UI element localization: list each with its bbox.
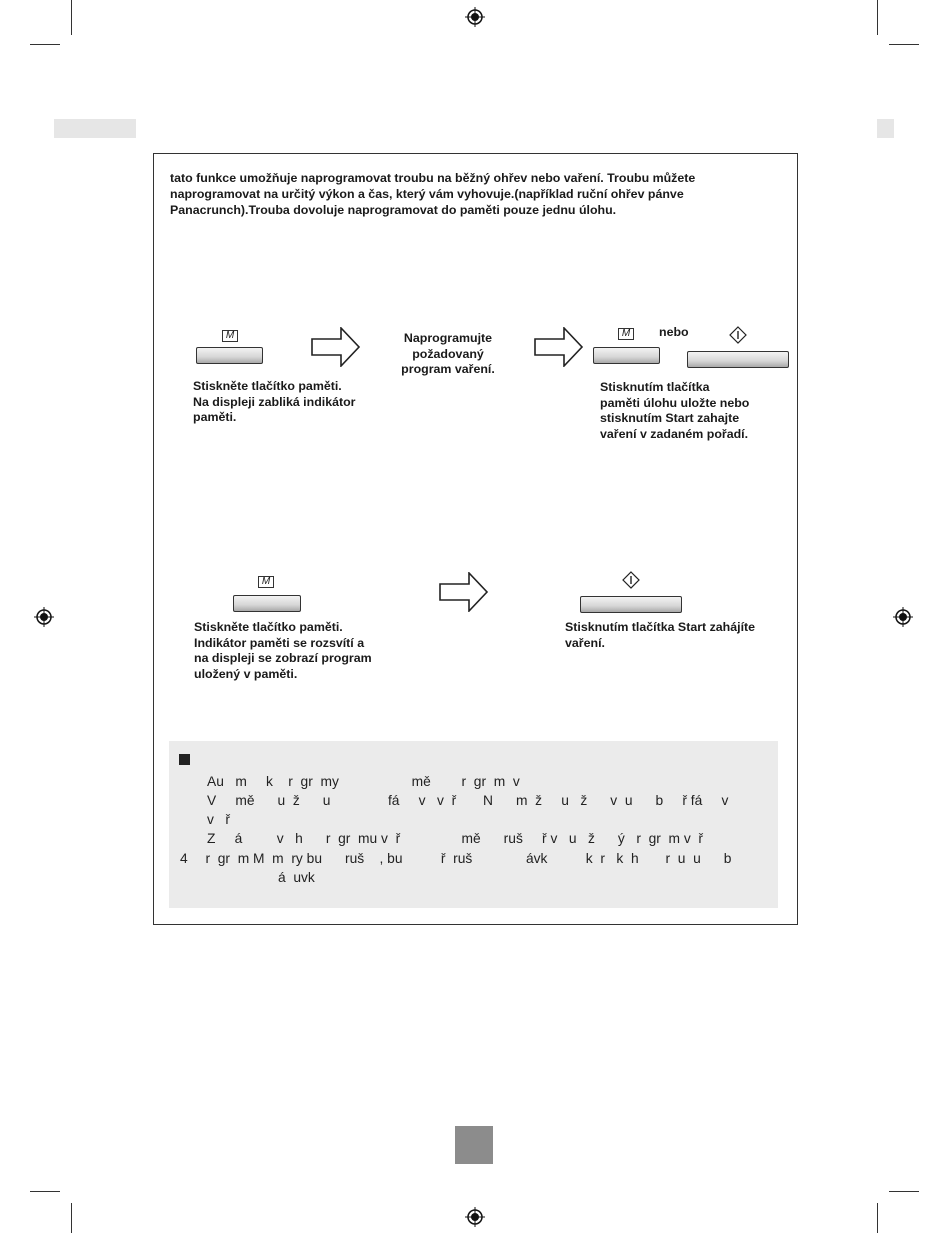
note-bullet-icon [179, 754, 190, 765]
crop-mark [877, 1203, 878, 1233]
crop-mark [889, 1191, 919, 1192]
start-button[interactable] [687, 351, 789, 368]
memory-button[interactable] [196, 347, 263, 364]
use-step2-caption: Stisknutím tlačítka Start zahájíte vaření. [565, 620, 756, 650]
registration-mark-icon [893, 607, 913, 627]
crop-mark [877, 0, 878, 35]
memory-key-icon: M [258, 576, 274, 588]
crop-mark [71, 1203, 72, 1233]
memory-button[interactable] [593, 347, 660, 364]
registration-mark-icon [465, 1207, 485, 1227]
note-line: v ř [207, 812, 230, 827]
setup-step1-caption: Stiskněte tlačítko paměti. Na displeji zabliká indikátor paměti. [193, 379, 356, 424]
start-icon [622, 571, 640, 589]
memory-key-icon: M [618, 328, 634, 340]
page-number-box [455, 1126, 493, 1164]
start-icon [729, 326, 747, 344]
note-number: 4 [180, 851, 188, 866]
registration-mark-icon [34, 607, 54, 627]
note-box [169, 741, 778, 908]
intro-text: tato funkce umožňuje naprogramovat troubu na běžný ohřev nebo vaření. Troubu můžete naprogramovat na určitý výkon a čas, který vám vyhovuje.(například ruční ohřev pánve Panacrunch).Trouba dovoluje naprogramovat do paměti pouze jednu úlohu. [170, 171, 696, 217]
note-line: Au m k r gr my mě r gr m v [207, 774, 520, 789]
note-line: r gr m M m ry bu ruš , bu ř ruš ávk k r k h r u u b [194, 851, 732, 866]
setup-step3-caption: Stisknutím tlačítka paměti úlohu uložte nebo stisknutím Start zahajte vaření v zadaném pořadí. [600, 380, 750, 441]
registration-mark-icon [465, 7, 485, 27]
note-line: V mě u ž u fá v v ř N m ž u ž v u b ř fá v [207, 793, 729, 808]
crop-mark [30, 44, 60, 45]
note-line: á uvk [278, 870, 315, 885]
memory-key-icon: M [222, 330, 238, 342]
crop-mark [889, 44, 919, 45]
arrow-right-icon [311, 327, 361, 367]
arrow-right-icon [534, 327, 584, 367]
memory-button[interactable] [233, 595, 301, 612]
note-line: Z á v h r gr mu v ř mě ruš ř v u ž ý r gr m v ř [207, 831, 703, 846]
start-button[interactable] [580, 596, 682, 613]
crop-mark [30, 1191, 60, 1192]
use-step1-caption: Stiskněte tlačítko paměti. Indikátor paměti se rozsvítí a na displeji se zobrazí program uložený v paměti. [194, 620, 372, 681]
crop-mark [71, 0, 72, 35]
setup-step2-text: Naprogramujte požadovaný program vaření. [401, 331, 495, 376]
header-tab-left [54, 119, 136, 138]
arrow-right-icon [439, 572, 489, 612]
header-tab-right [877, 119, 894, 138]
or-label: nebo [659, 325, 689, 339]
